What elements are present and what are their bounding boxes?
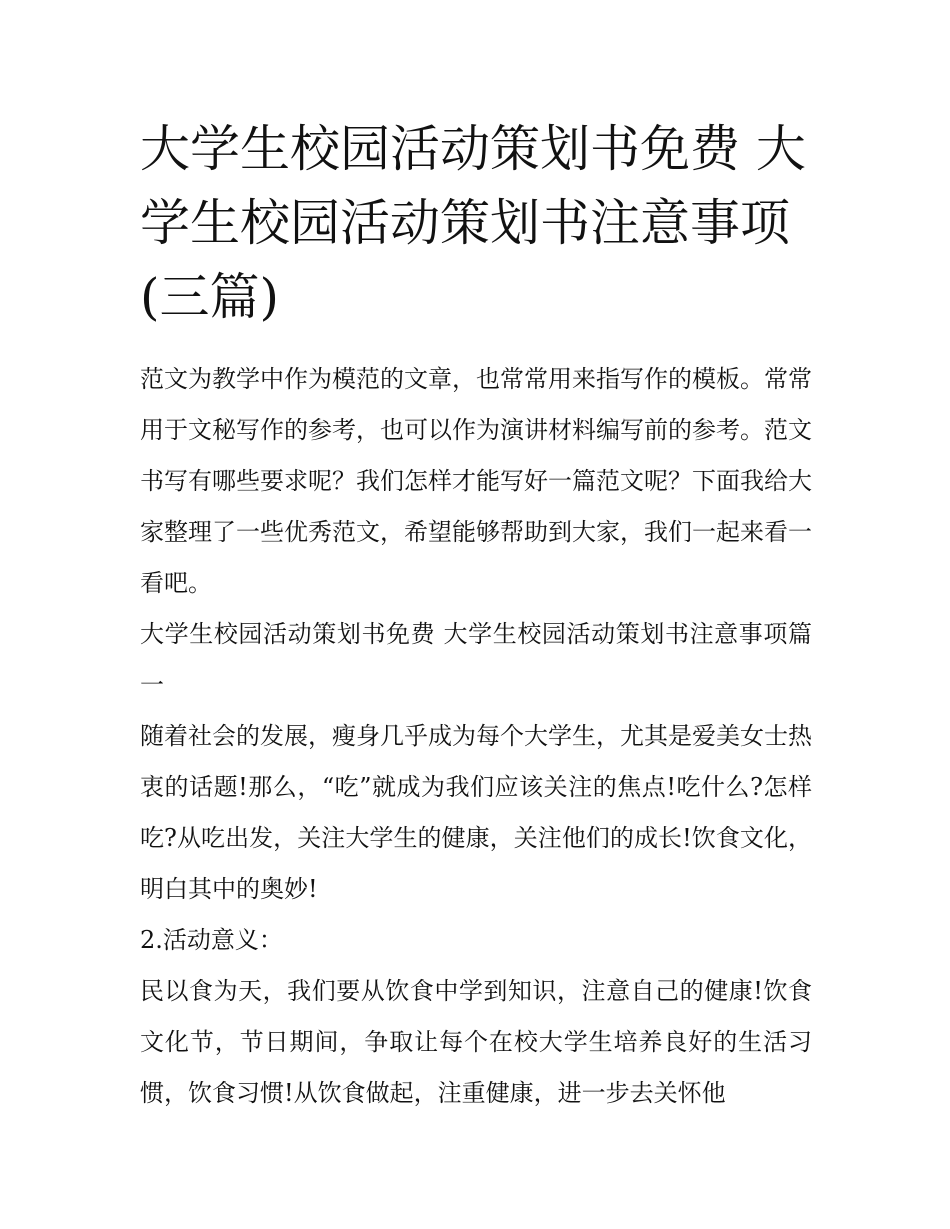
background-paragraph: 随着社会的发展，瘦身几乎成为每个大学生，尤其是爱美女士热衷的话题!那么，“吃”就成为我们应该关注的焦点!吃什么?怎样吃?从吃出发，关注大学生的健康，关注他们的成长!饮食文化，明白其中的奥妙! — [140, 722, 812, 903]
subheading-activity-meaning: 2.活动意义： — [140, 926, 283, 954]
document-title: 大学生校园活动策划书免费 大学生校园活动策划书注意事项(三篇) — [140, 120, 806, 326]
section-heading: 大学生校园活动策划书免费 大学生校园活动策划书注意事项篇一 — [140, 620, 812, 699]
document-page — [140, 112, 812, 1119]
document-body — [140, 354, 812, 1119]
meaning-paragraph: 民以食为天，我们要从饮食中学到知识，注意自己的健康!饮食文化节，节日期间，争取让每个在校大学生培养良好的生活习惯，饮食习惯!从饮食做起，注重健康，进一步去关怀他 — [140, 977, 812, 1107]
intro-paragraph: 范文为教学中作为模范的文章，也常常用来指写作的模板。常常用于文秘写作的参考，也可以作为演讲材料编写前的参考。范文书写有哪些要求呢？我们怎样才能写好一篇范文呢？下面我给大家整理了一些优秀范文，希望能够帮助到大家，我们一起来看一看吧。 — [140, 365, 812, 597]
